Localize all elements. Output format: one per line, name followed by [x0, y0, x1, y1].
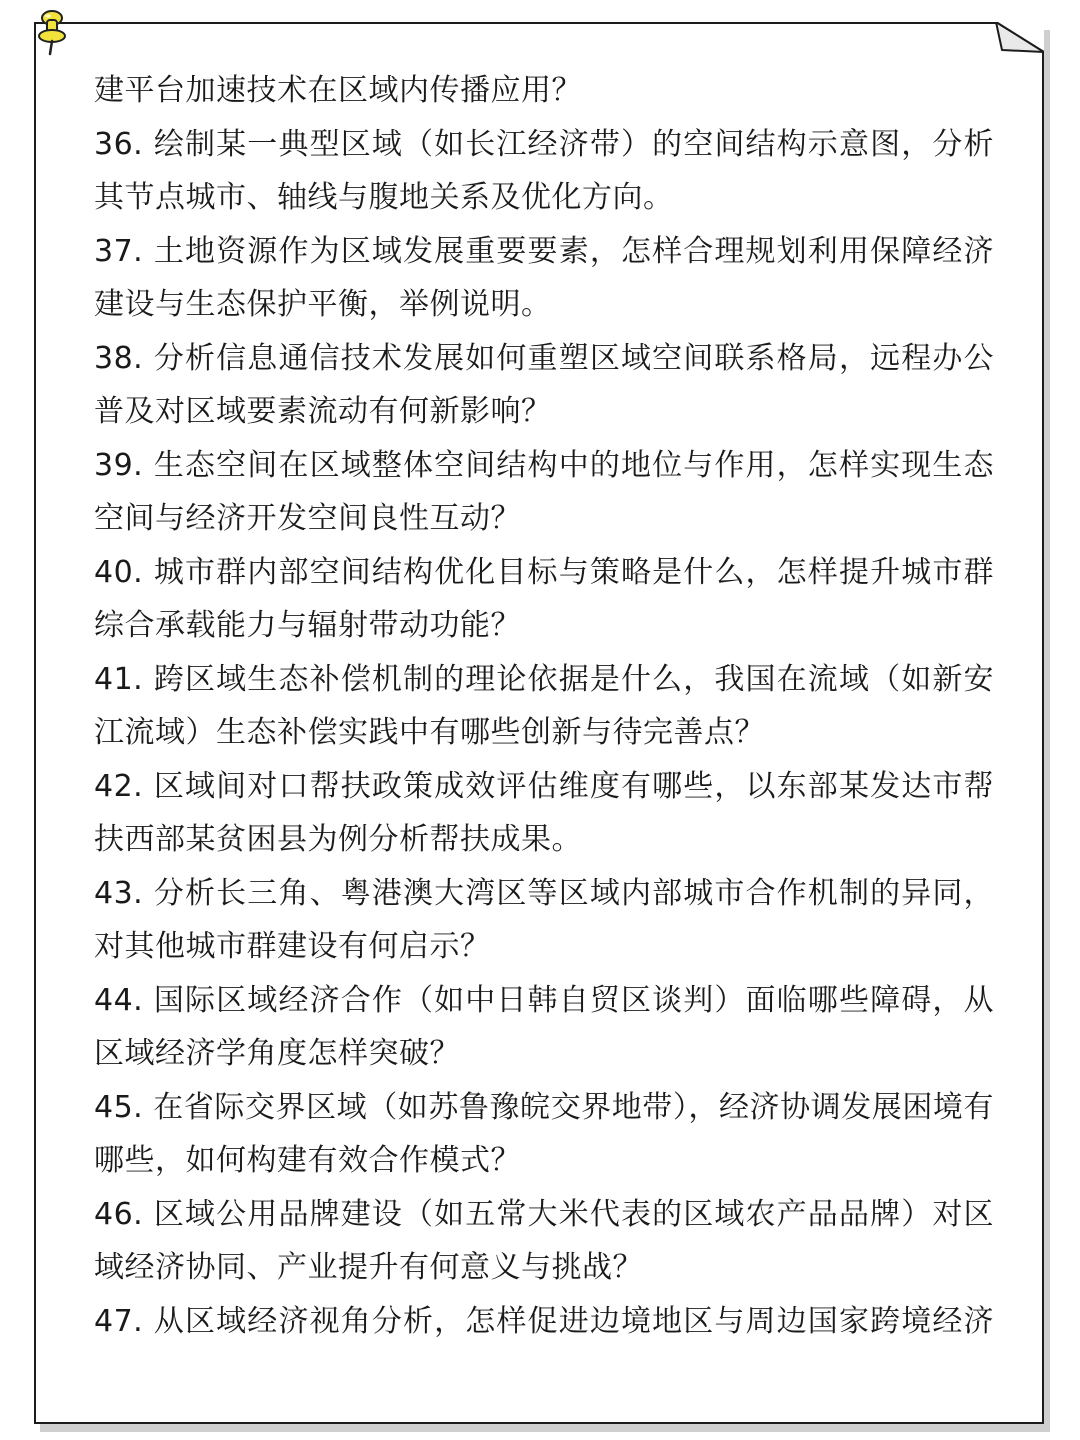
text-line: 综合承载能力与辐射带动功能？ [94, 608, 521, 643]
text-line: 42. 区域间对口帮扶政策成效评估维度有哪些，以东部某发达市帮 [94, 768, 994, 804]
text-line: 对其他城市群建设有何启示？ [94, 929, 491, 964]
text-line: 46. 区域公用品牌建设（如五常大米代表的区域农产品品牌）对区 [94, 1196, 994, 1232]
text-line: 建平台加速技术在区域内传播应用？ [94, 73, 582, 108]
folded-corner-icon [988, 22, 1044, 58]
text-line: 47. 从区域经济视角分析，怎样促进边境地区与周边国家跨境经济 [94, 1303, 994, 1339]
text-line: 扶西部某贫困县为例分析帮扶成果。 [94, 822, 582, 857]
text-line: 哪些，如何构建有效合作模式？ [94, 1143, 521, 1178]
text-line: 域经济协同、产业提升有何意义与挑战？ [94, 1250, 643, 1285]
text-line: 44. 国际区域经济合作（如中日韩自贸区谈判）面临哪些障碍，从 [94, 982, 994, 1018]
text-line: 区域经济学角度怎样突破？ [94, 1036, 460, 1071]
text-line: 37. 土地资源作为区域发展重要要素，怎样合理规划利用保障经济 [94, 233, 994, 269]
text-line: 39. 生态空间在区域整体空间结构中的地位与作用，怎样实现生态 [94, 447, 994, 483]
text-line: 41. 跨区域生态补偿机制的理论依据是什么，我国在流域（如新安 [94, 661, 994, 697]
pushpin-icon [36, 8, 68, 56]
text-line: 建设与生态保护平衡，举例说明。 [94, 287, 552, 322]
text-line: 45. 在省际交界区域（如苏鲁豫皖交界地带），经济协调发展困境有 [94, 1089, 994, 1125]
text-line: 43. 分析长三角、粤港澳大湾区等区域内部城市合作机制的异同， [94, 875, 994, 911]
question-list [94, 64, 994, 1348]
text-line: 普及对区域要素流动有何新影响？ [94, 394, 552, 429]
text-line: 38. 分析信息通信技术发展如何重塑区域空间联系格局，远程办公 [94, 340, 994, 376]
text-line: 36. 绘制某一典型区域（如长江经济带）的空间结构示意图，分析 [94, 126, 994, 162]
text-line: 其节点城市、轴线与腹地关系及优化方向。 [94, 180, 674, 215]
text-line: 40. 城市群内部空间结构优化目标与策略是什么，怎样提升城市群 [94, 554, 994, 590]
text-line: 江流域）生态补偿实践中有哪些创新与待完善点？ [94, 715, 765, 750]
text-line: 空间与经济开发空间良性互动？ [94, 501, 521, 536]
